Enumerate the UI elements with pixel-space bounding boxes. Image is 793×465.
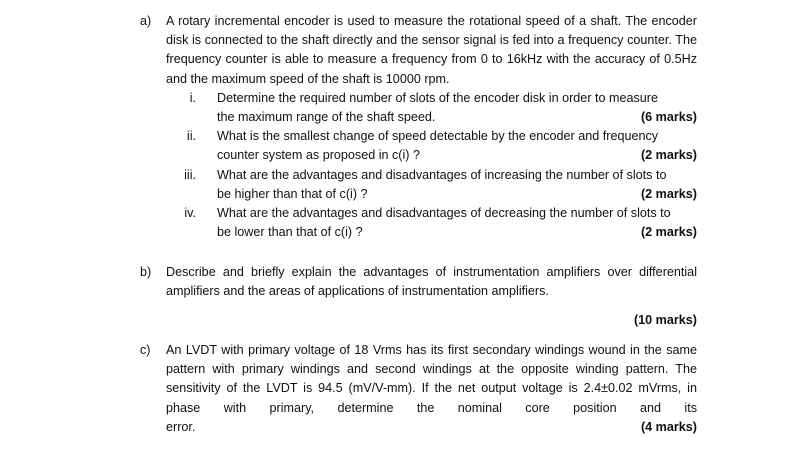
question-b-letter: b) [140,265,152,279]
question-c [140,341,697,437]
marks-label: (6 marks) [640,110,697,125]
question-a-letter: a) [140,14,152,28]
part-number: iii. [184,167,196,182]
marks-label: (2 marks) [640,186,697,201]
question-a-part-iii [166,166,697,204]
question-a-part-iv [166,204,697,242]
marks-label: (2 marks) [640,225,697,240]
part-text-line: counter system as proposed in c(i) ? [217,148,420,163]
question-b [140,263,697,331]
part-text-line: be higher than that of c(i) ? [217,186,368,201]
part-text-line: What are the advantages and disadvantages of decreasing the number of slots to [217,206,671,221]
question-b-text: Describe and briefly explain the advantages of instrumentation amplifiers over differential amplifiers and the areas of applications of instrumentation amplifiers. [166,265,697,299]
part-text-line: What are the advantages and disadvantages of increasing the number of slots to [217,167,667,182]
question-c-last-line: error. [166,419,196,434]
part-number: i. [189,90,196,105]
question-c-text: An LVDT with primary voltage of 18 Vrms has its first secondary windings wound in the same pattern with primary windings and second windings at the opposite winding pattern. The sensitivity of the LVDT is 94.5 (mV/V-mm). If the net output voltage is 2.4±0.02 mVrms, in phase with primary, determine the nominal core position and its [166,343,697,415]
part-number: iv. [184,206,196,221]
part-text-line: Determine the required number of slots of the encoder disk in order to measure [217,90,659,105]
part-text-line: be lower than that of c(i) ? [217,225,363,240]
marks-label: (4 marks) [640,419,697,434]
question-a-intro: A rotary incremental encoder is used to measure the rotational speed of a shaft. The encoder disk is connected to the shaft directly and the sensor signal is fed into a frequency counter. The frequency counter is able to measure a frequency from 0 to 16kHz with the accuracy of 0.5Hz and the maximum speed of the shaft is 10000 rpm. [166,14,697,86]
question-a-part-ii [166,127,697,165]
part-number: ii. [186,129,196,144]
part-text-line: What is the smallest change of speed detectable by the encoder and frequency [217,129,659,144]
question-c-letter: c) [140,343,151,357]
question-a-part-i [166,89,697,127]
question-a [140,12,697,242]
marks-label: (2 marks) [640,148,697,163]
marks-label: (10 marks) [633,313,697,328]
part-text-line: the maximum range of the shaft speed. [217,110,436,125]
